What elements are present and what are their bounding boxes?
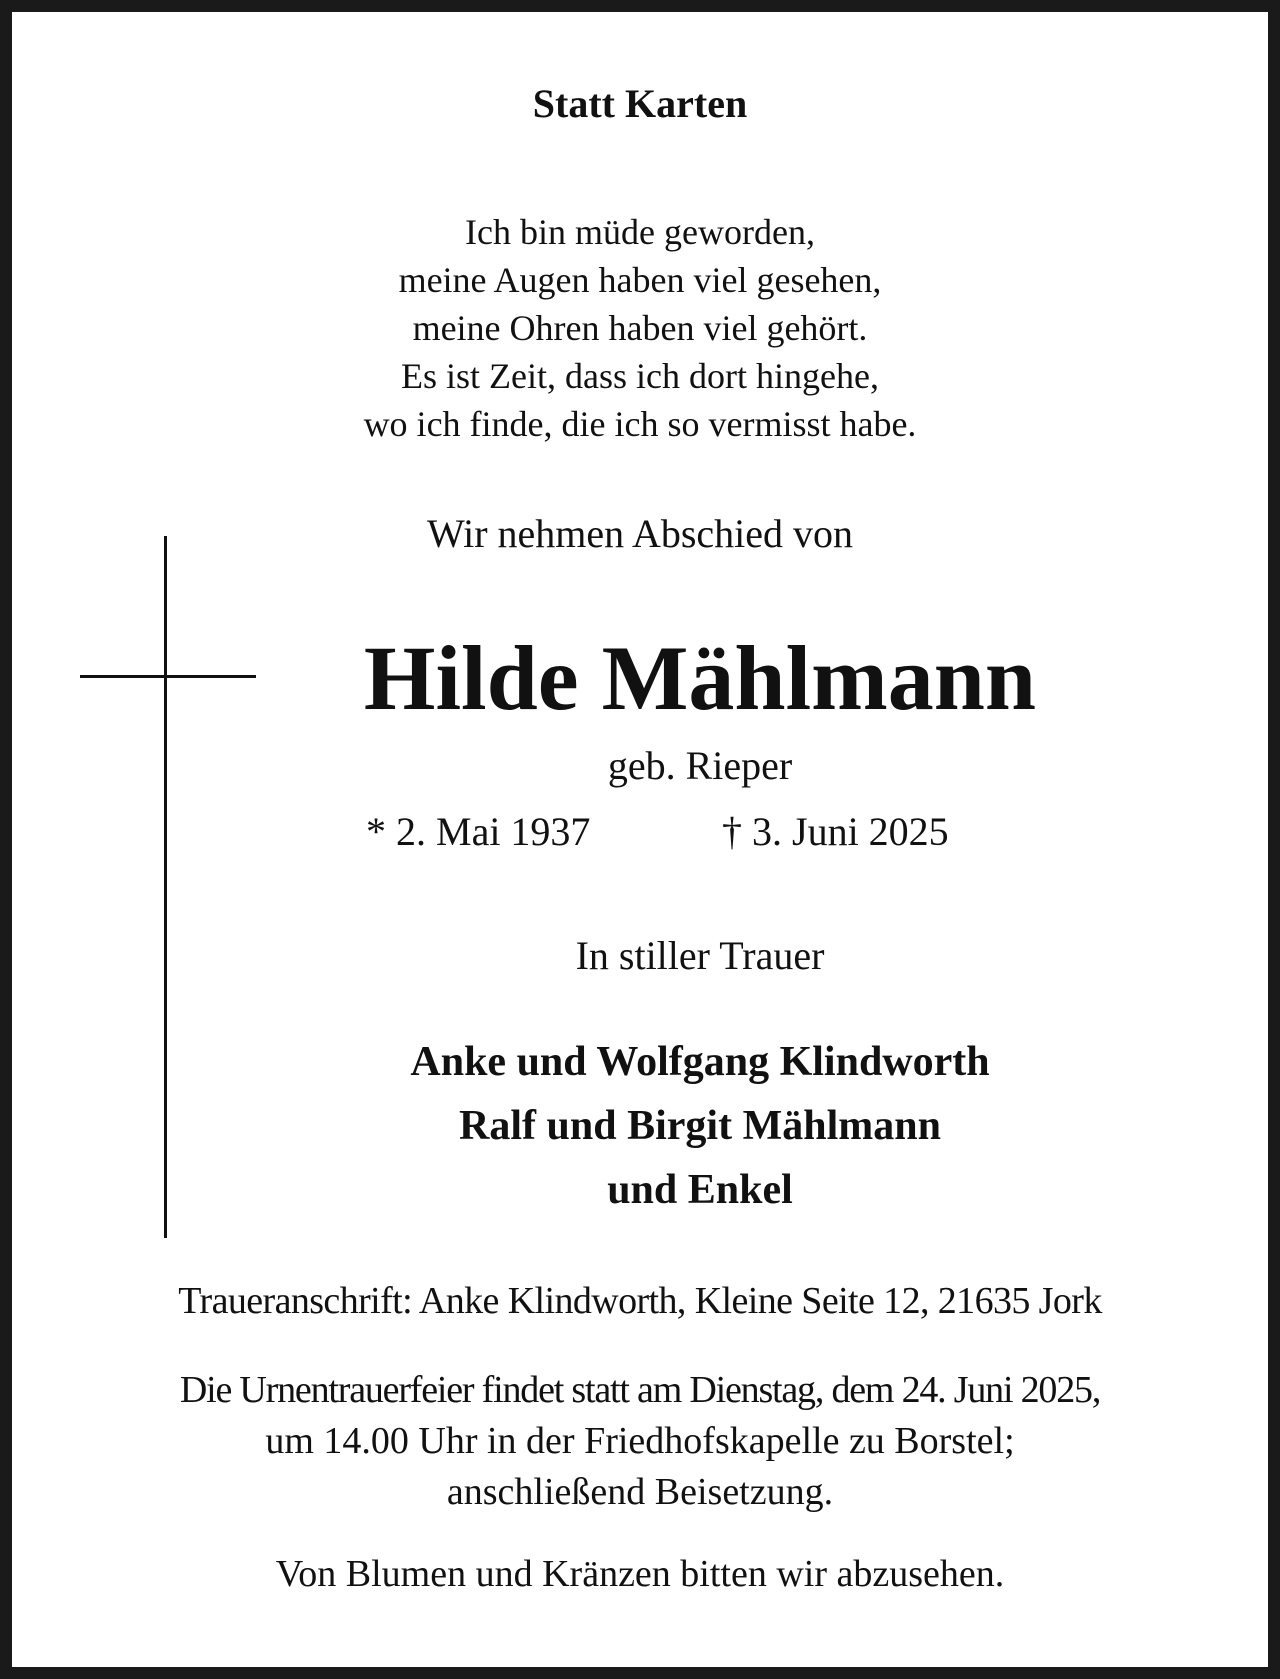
family-member: Ralf und Birgit Mählmann bbox=[459, 1103, 941, 1149]
birth-date: * 2. Mai 1937 bbox=[366, 809, 591, 854]
notice-heading: Statt Karten bbox=[532, 81, 748, 126]
family-member: und Enkel bbox=[607, 1167, 793, 1213]
family-list bbox=[60, 1030, 1280, 1222]
mourning-line: In stiller Trauer bbox=[575, 933, 825, 978]
poem-line: meine Augen haben viel gesehen, bbox=[398, 260, 882, 300]
farewell-intro: Wir nehmen Abschied von bbox=[426, 511, 854, 556]
death-date: † 3. Juni 2025 bbox=[722, 809, 949, 854]
poem-line: Ich bin müde geworden, bbox=[465, 212, 815, 252]
poem-line: wo ich finde, die ich so vermisst habe. bbox=[363, 404, 917, 444]
family-member: Anke und Wolfgang Klindworth bbox=[410, 1039, 990, 1085]
poem-line: meine Ohren haben viel gehört. bbox=[412, 308, 868, 348]
maiden-name: geb. Rieper bbox=[607, 743, 793, 788]
service-line: Die Urnentrauerfeier findet statt am Dienstag, dem 24. Juni 2025, bbox=[179, 1369, 1101, 1411]
flowers-note: Von Blumen und Kränzen bitten wir abzusehen. bbox=[275, 1553, 1005, 1595]
service-info bbox=[0, 1365, 1280, 1518]
mourning-address: Traueranschrift: Anke Klindworth, Kleine Seite 12, 21635 Jork bbox=[178, 1280, 1102, 1322]
service-line: anschließend Beisetzung. bbox=[446, 1471, 834, 1513]
poem-line: Es ist Zeit, dass ich dort hingehe, bbox=[401, 356, 879, 396]
deceased-name: Hilde Mählmann bbox=[363, 627, 1037, 729]
poem bbox=[0, 208, 1280, 448]
service-line: um 14.00 Uhr in der Friedhofskapelle zu Borstel; bbox=[265, 1420, 1015, 1462]
